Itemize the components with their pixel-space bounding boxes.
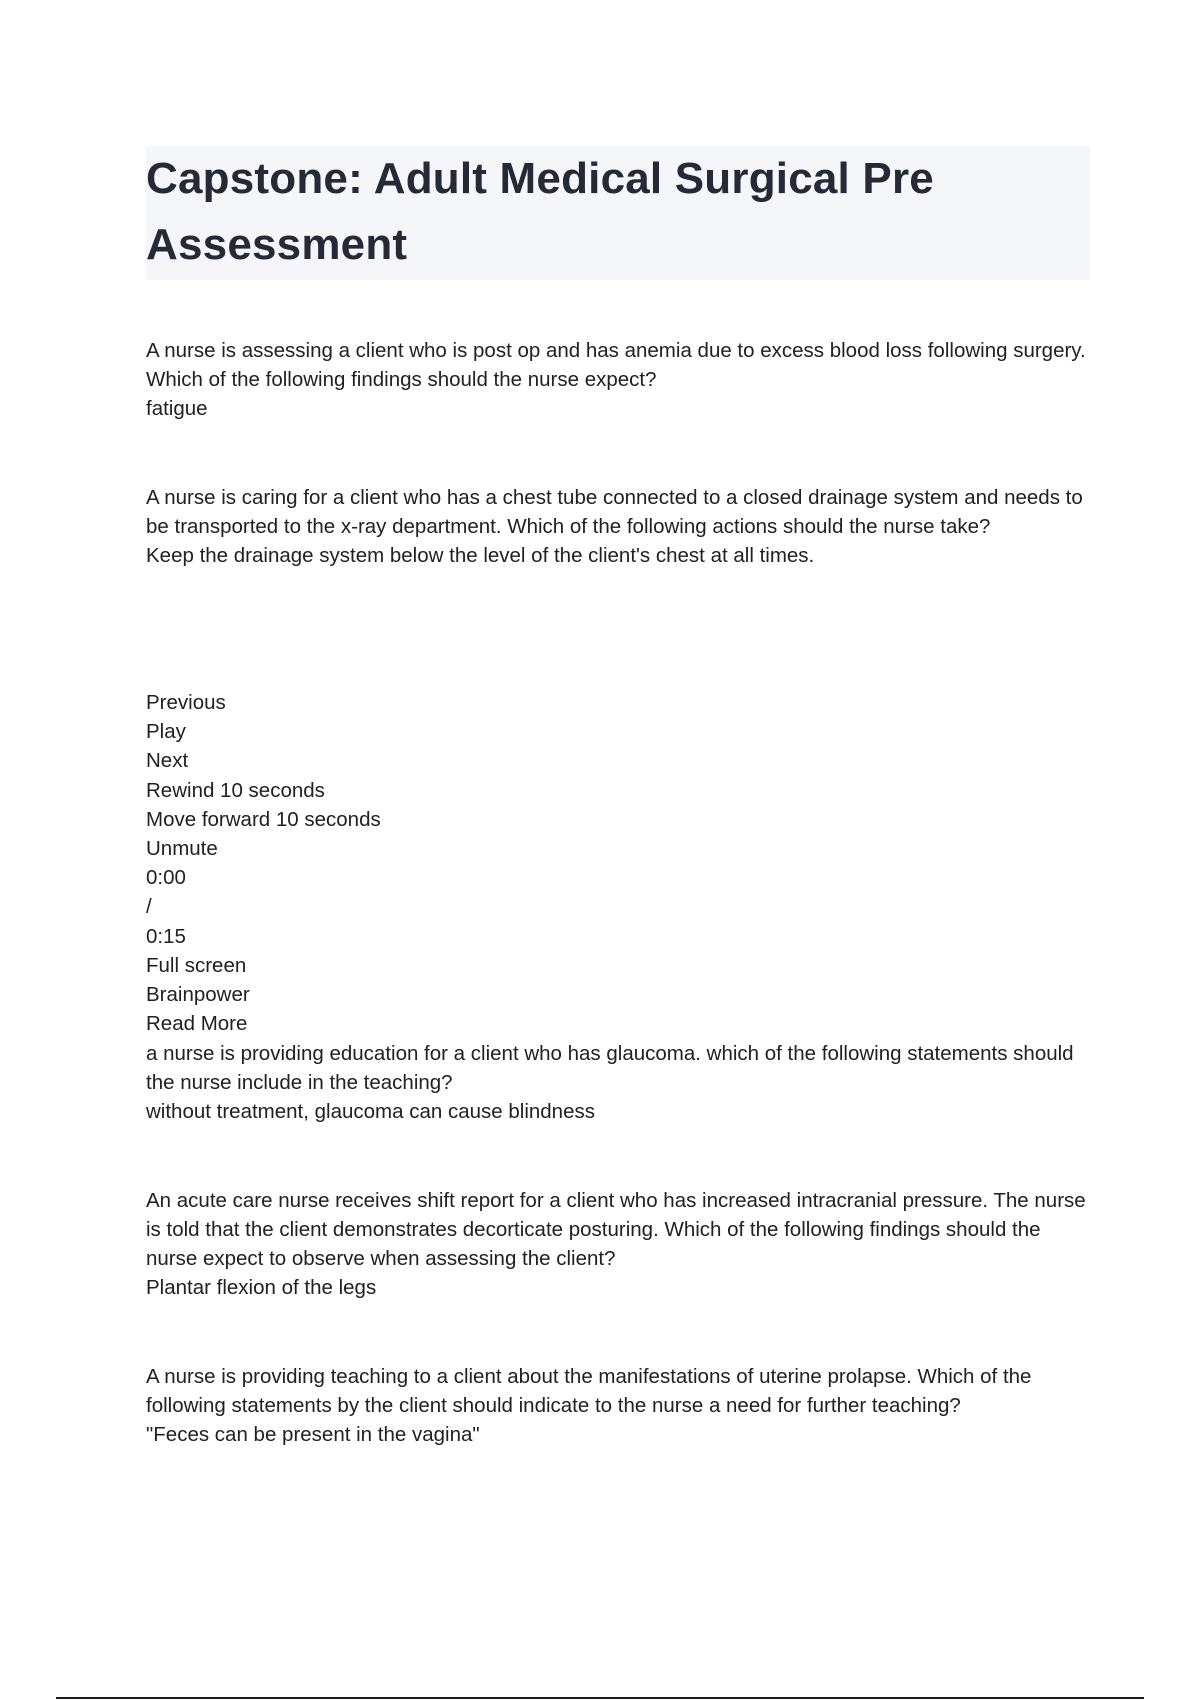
qa-item-3 xyxy=(146,1039,1091,1126)
answer-text: fatigue xyxy=(146,397,208,420)
next-button[interactable]: Next xyxy=(146,749,189,773)
qa-item-2 xyxy=(146,483,1091,570)
previous-button[interactable]: Previous xyxy=(146,691,226,714)
question-text: An acute care nurse receives shift report for a client who has increased intracranial pressure. The nurse is told that the client demonstrates decorticate posturing. Which of the following findings should the nurse expect to observe when assessing the client? xyxy=(146,1189,1086,1270)
media-player-controls xyxy=(146,688,1091,1038)
question-text: a nurse is providing education for a client who has glaucoma. which of the following statements should the nurse include in the teaching? xyxy=(146,1042,1074,1094)
rewind-button[interactable]: Rewind 10 seconds xyxy=(146,778,325,802)
answer-text: Keep the drainage system below the level of the client's chest at all times. xyxy=(146,544,815,567)
brand-link[interactable]: Brainpower xyxy=(146,983,250,1007)
current-time: 0:00 xyxy=(146,866,186,890)
answer-text: without treatment, glaucoma can cause blindness xyxy=(146,1100,595,1123)
read-more-link[interactable]: Read More xyxy=(146,1012,248,1036)
play-button[interactable]: Play xyxy=(146,720,186,744)
title-banner xyxy=(146,146,1090,280)
question-text: A nurse is providing teaching to a client about the manifestations of uterine prolapse. Which of the following statements by the client should indicate to the nurse a need for further teaching? xyxy=(146,1365,1032,1417)
qa-item-1 xyxy=(146,336,1091,423)
page-title: Capstone: Adult Medical Surgical Pre Assessment xyxy=(146,154,934,269)
duration-time: 0:15 xyxy=(146,924,186,948)
qa-item-5 xyxy=(146,1362,1091,1449)
footer-divider xyxy=(56,1697,1144,1699)
answer-text: "Feces can be present in the vagina" xyxy=(146,1423,480,1446)
time-separator: / xyxy=(146,895,152,919)
forward-button[interactable]: Move forward 10 seconds xyxy=(146,807,381,831)
unmute-button[interactable]: Unmute xyxy=(146,837,218,861)
question-text: A nurse is caring for a client who has a chest tube connected to a closed drainage system and needs to be transported to the x-ray department. Which of the following actions should the nurse take? xyxy=(146,486,1083,538)
fullscreen-button[interactable]: Full screen xyxy=(146,953,247,977)
question-text: A nurse is assessing a client who is post op and has anemia due to excess blood loss following surgery. Which of the following findings should the nurse expect? xyxy=(146,339,1086,391)
qa-item-4 xyxy=(146,1186,1091,1302)
answer-text: Plantar flexion of the legs xyxy=(146,1276,377,1299)
